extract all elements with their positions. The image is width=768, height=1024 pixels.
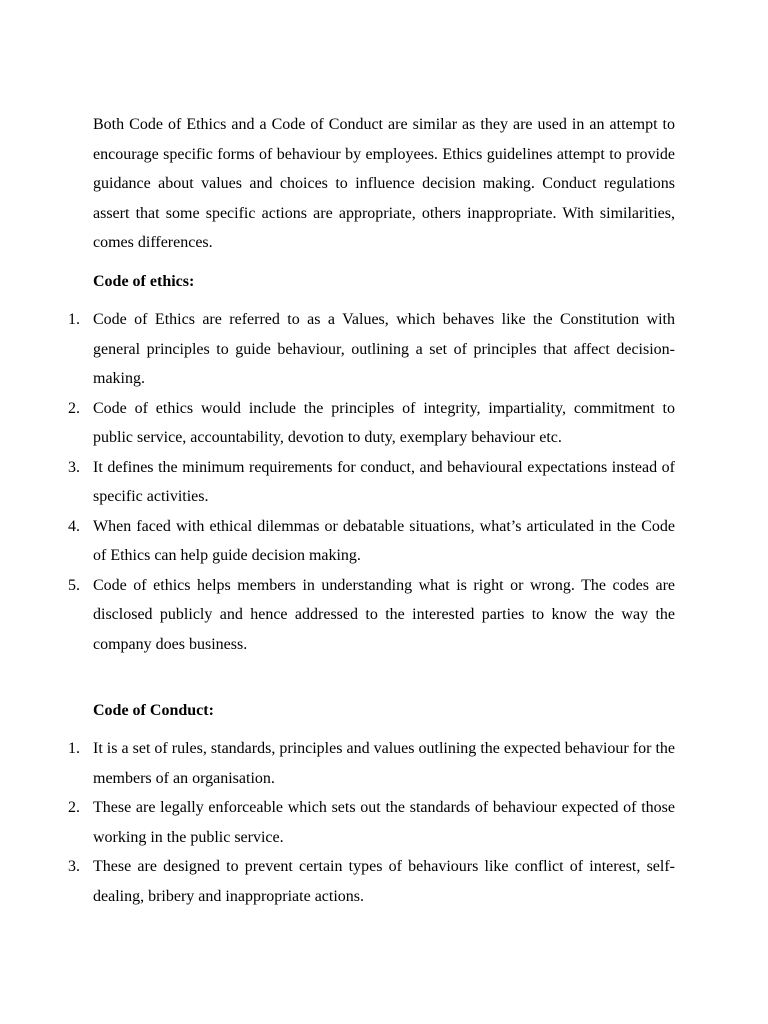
list-item	[0, 852, 675, 911]
list-item-text: When faced with ethical dilemmas or debatable situations, what’s articulated in the Code of Ethics can help guide decision making.	[93, 517, 675, 564]
list-item-text: These are legally enforceable which sets out the standards of behaviour expected of those working in the public service.	[93, 799, 675, 846]
list-item	[0, 305, 675, 394]
code-of-ethics-list	[0, 305, 675, 659]
list-number: 3.	[68, 458, 80, 476]
code-of-conduct-list	[0, 734, 675, 911]
list-item-text: Code of ethics would include the principles of integrity, impartiality, commitment to public service, accountability, devotion to duty, exemplary behaviour etc.	[93, 399, 675, 446]
list-item-text: It is a set of rules, standards, principles and values outlining the expected behaviour for the members of an organisation.	[93, 740, 675, 787]
list-item-text: Code of ethics helps members in understanding what is right or wrong. The codes are disclosed publicly and hence addressed to the interested parties to know the way the company does business.	[93, 576, 675, 653]
list-item-text: It defines the minimum requirements for conduct, and behavioural expectations instead of specific activities.	[93, 458, 675, 505]
list-item-text: Code of Ethics are referred to as a Values, which behaves like the Constitution with general principles to guide behaviour, outlining a set of principles that affect decision-making.	[93, 311, 675, 387]
list-item	[0, 734, 675, 793]
list-number: 1.	[68, 740, 80, 757]
list-item	[0, 571, 675, 660]
list-number: 3.	[68, 858, 80, 875]
list-item	[0, 394, 675, 453]
list-number: 5.	[68, 576, 80, 594]
list-item	[0, 512, 675, 571]
code-of-ethics-heading: Code of ethics:	[93, 273, 195, 290]
list-item	[0, 453, 675, 512]
list-number: 2.	[68, 399, 80, 417]
list-item-text: These are designed to prevent certain types of behaviours like conflict of interest, self-dealing, bribery and inappropriate actions.	[93, 858, 675, 905]
list-number: 4.	[68, 517, 80, 535]
list-item	[0, 793, 675, 852]
intro-paragraph: Both Code of Ethics and a Code of Conduct are similar as they are used in an attempt to encourage specific forms of behaviour by employees. Ethics guidelines attempt to provide guidance about values and choices to influence decision making. Conduct regulations assert that some specific actions are appropriate, others inappropriate. With similarities, comes differences.	[93, 116, 675, 251]
code-of-conduct-heading: Code of Conduct:	[93, 702, 214, 719]
list-number: 2.	[68, 799, 80, 816]
list-number: 1.	[68, 311, 80, 328]
